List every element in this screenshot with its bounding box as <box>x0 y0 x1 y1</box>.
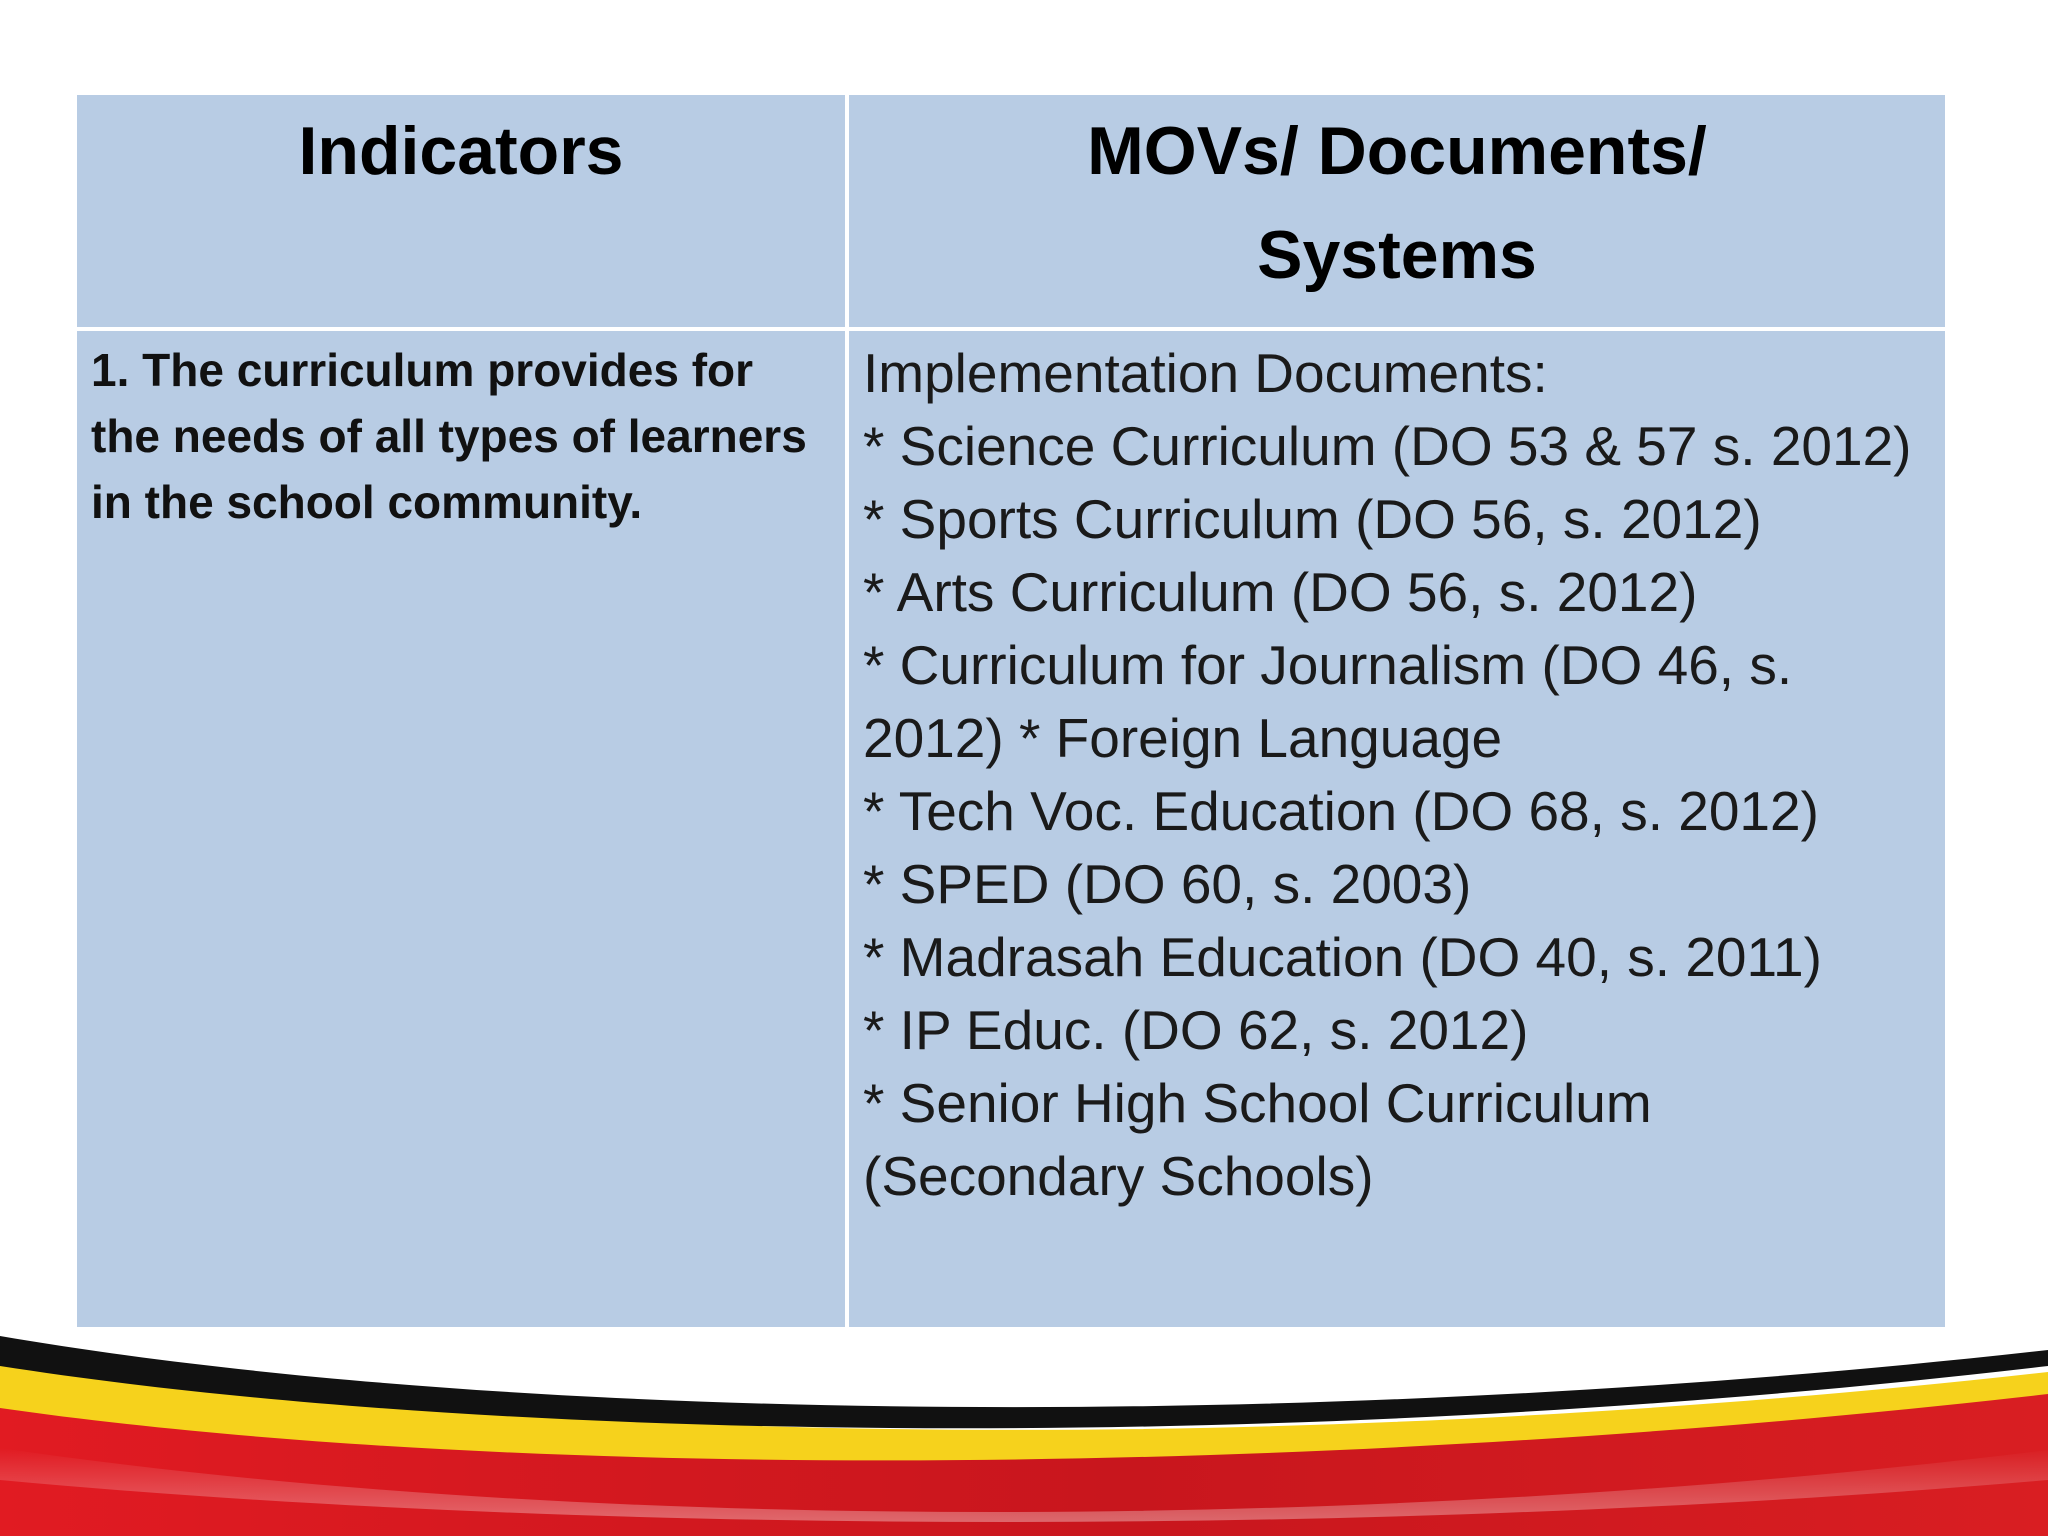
decorative-swoosh <box>0 1330 2048 1536</box>
header-movs-line1: MOVs/ Documents/ <box>1087 113 1707 189</box>
mov-line: * Science Curriculum (DO 53 & 57 s. 2012) <box>863 415 1912 477</box>
mov-line: * Madrasah Education (DO 40, s. 2011) <box>863 926 1822 988</box>
mov-line: * Curriculum for Journalism (DO 46, s. 2012) * Foreign Language <box>863 634 1808 769</box>
mov-line: * Arts Curriculum (DO 56, s. 2012) <box>863 561 1698 623</box>
mov-cell <box>847 329 1947 1329</box>
mov-line: * SPED (DO 60, s. 2003) <box>863 853 1472 915</box>
mov-line: Implementation Documents: <box>863 342 1548 404</box>
mov-line: * IP Educ. (DO 62, s. 2012) <box>863 999 1529 1061</box>
mov-line: * Sports Curriculum (DO 56, s. 2012) <box>863 488 1762 550</box>
header-movs <box>847 93 1947 329</box>
header-movs-line2: Systems <box>1257 217 1537 293</box>
table-header-row <box>75 93 1947 329</box>
indicator-cell <box>75 329 847 1329</box>
indicators-table <box>73 91 1949 1331</box>
indicator-text: 1. The curriculum provides for the needs of all types of learners in the school community. <box>91 344 807 528</box>
table-row <box>75 329 1947 1329</box>
mov-line: * Tech Voc. Education (DO 68, s. 2012) <box>863 780 1819 842</box>
mov-line: * Senior High School Curriculum (Secondary Schools) <box>863 1072 1667 1207</box>
header-indicators-text: Indicators <box>298 113 624 189</box>
header-indicators <box>75 93 847 329</box>
